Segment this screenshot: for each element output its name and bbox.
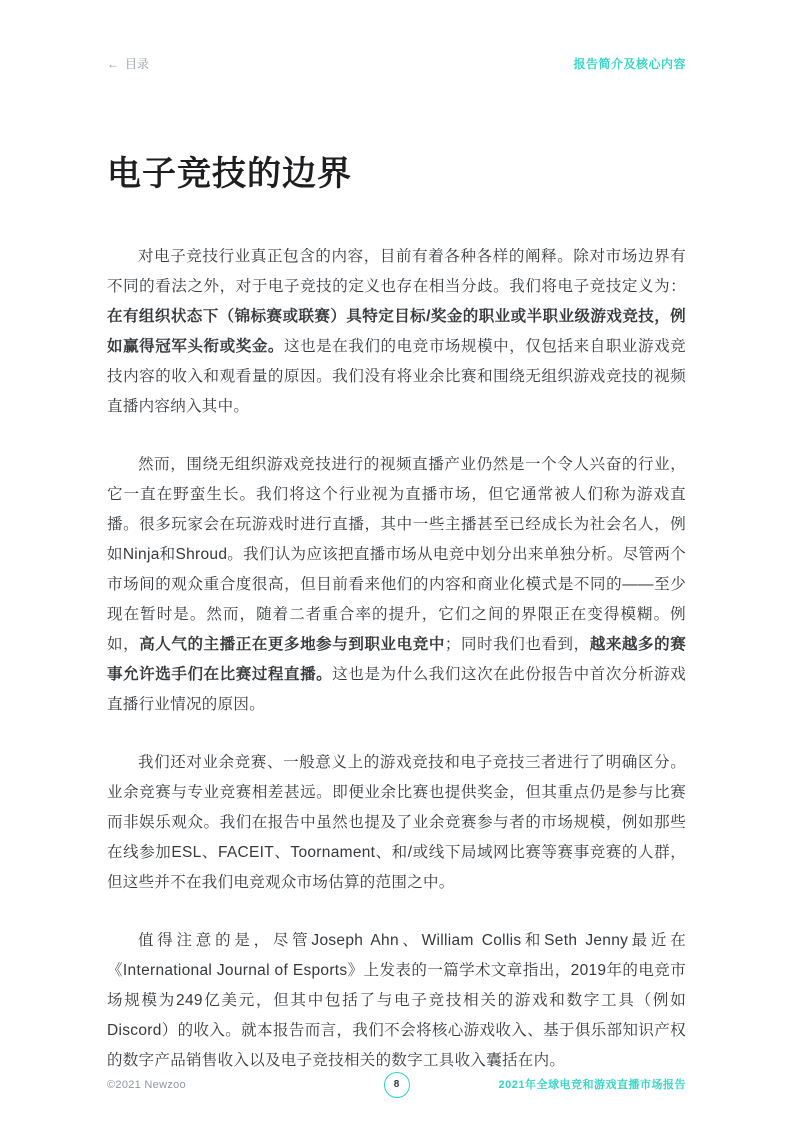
report-title-text: 2021年全球电竞和游戏直播市场报告	[498, 1079, 686, 1091]
paragraph-segment: 对电子竞技行业真正包含的内容，目前有着各种各样的阐释。除对市场边界有不同的看法之外，对于电子竞技的定义也存在相当分歧。我们将电子竞技定义为：	[107, 248, 686, 295]
page-title: 电子竞技的边界	[107, 155, 352, 193]
page-number-badge: 8	[384, 1072, 410, 1098]
page-header	[107, 56, 686, 72]
paragraph-segment: ；同时我们也看到，	[444, 636, 590, 653]
paragraph-segment: 值得注意的是，尽管Joseph Ahn、William Collis和Seth Jenny最近在《International Journal of Esports》上发表的一篇学术文章指出，2019年的电竞市场规模为249亿美元，但其中包括了与电子竞技相关的游戏和数字工具（例如Discord）的收入。就本报告而言，我们不会将核心游戏收入、基于俱乐部知识产权的数字产品销售收入以及电子竞技相关的数字工具收入囊括在内。	[107, 932, 686, 1069]
back-arrow-icon: ←	[107, 57, 119, 71]
body-paragraphs	[107, 242, 686, 1076]
page-footer	[107, 1078, 686, 1092]
paragraph	[107, 450, 686, 720]
copyright-text: ©2021 Newzoo	[107, 1079, 186, 1091]
paragraph	[107, 242, 686, 422]
paragraph-segment: 然而，围绕无组织游戏竞技进行的视频直播产业仍然是一个令人兴奋的行业，它一直在野蛮生长。我们将这个行业视为直播市场，但它通常被人们称为游戏直播。很多玩家会在玩游戏时进行直播，其中一些主播甚至已经成长为社会名人，例如Ninja和Shroud。我们认为应该把直播市场从电竞中划分出来单独分析。尽管两个市场间的观众重合度很高，但目前看来他们的内容和商业化模式是不同的——至少现在暂时是。然而，随着二者重合率的提升，它们之间的界限正在变得模糊。例如，	[107, 456, 686, 653]
paragraph-segment: 这也是在我们的电竞市场规模中，仅包括来自职业游戏竞技内容的收入和观看量的原因。我们没有将业余比赛和围绕无组织游戏竞技的视频直播内容纳入其中。	[107, 338, 686, 415]
paragraph-bold-segment: 高人气的主播正在更多地参与到职业电竞中	[139, 636, 445, 653]
back-to-toc-link[interactable]	[107, 56, 149, 72]
section-label: 报告简介及核心内容	[573, 57, 686, 71]
paragraph-segment: 我们还对业余竞赛、一般意义上的游戏竞技和电子竞技三者进行了明确区分。业余竞赛与专业竞赛相差甚远。即便业余比赛也提供奖金，但其重点仍是参与比赛而非娱乐观众。我们在报告中虽然也提及了业余竞赛参与者的市场规模，例如那些在线参加ESL、FACEIT、Toornament、和/或线下局域网比赛等赛事竞赛的人群，但这些并不在我们电竞观众市场估算的范围之中。	[107, 754, 686, 891]
paragraph	[107, 748, 686, 898]
paragraph-segment: 这也是为什么我们这次在此份报告中首次分析游戏直播行业情况的原因。	[107, 666, 686, 713]
paragraph-bold-segment: 在有组织状态下（锦标赛或联赛）具特定目标/奖金的职业或半职业级游戏竞技，例如赢得冠军头衔或奖金。	[107, 308, 686, 355]
paragraph-bold-segment: 越来越多的赛事允许选手们在比赛过程直播。	[107, 636, 687, 683]
paragraph	[107, 926, 686, 1076]
back-link-label: 目录	[125, 57, 150, 71]
